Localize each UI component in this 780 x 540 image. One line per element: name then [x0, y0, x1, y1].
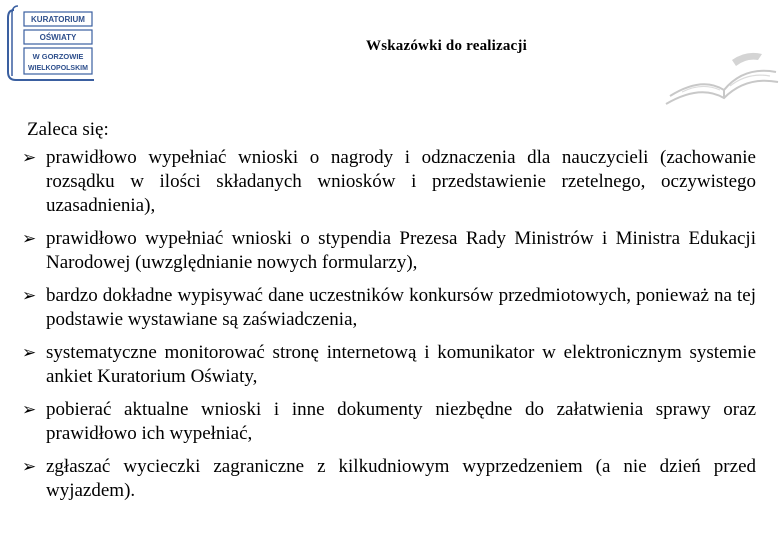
- list-item: [22, 284, 756, 332]
- arrow-bullet-icon: ➢: [22, 229, 37, 249]
- logo-line-3: W GORZOWIE: [32, 52, 84, 61]
- intro-heading: Zaleca się:: [27, 119, 109, 140]
- open-book-icon: [662, 46, 780, 118]
- logo-line-2: OŚWIATY: [39, 33, 77, 42]
- arrow-bullet-icon: ➢: [22, 457, 37, 477]
- list-item-text: prawidłowo wypełniać wnioski o stypendia Prezesa Rady Ministrów i Ministra Edukacji Narodowej (uwzględnianie nowych formularzy),: [46, 228, 756, 273]
- logo-line-1: KURATORIUM: [31, 15, 85, 24]
- list-item: [22, 398, 756, 446]
- list-item: [22, 455, 756, 503]
- recommendation-list: [22, 146, 756, 503]
- list-item-text: prawidłowo wypełniać wnioski o nagrody i odznaczenia dla nauczycieli (zachowanie rozsądku w ilości składanych wniosków i przedstawienie rzetelnego, oczywistego uzasadnienia),: [46, 147, 756, 216]
- list-item-text: pobierać aktualne wnioski i inne dokumenty niezbędne do załatwienia sprawy oraz prawidłowo ich wypełniać,: [46, 399, 756, 444]
- list-item-text: systematyczne monitorować stronę internetową i komunikator w elektronicznym systemie ankiet Kuratorium Oświaty,: [46, 342, 756, 387]
- page-title: Wskazówki do realizacji: [366, 38, 527, 54]
- list-item-text: bardzo dokładne wypisywać dane uczestników konkursów przedmiotowych, ponieważ na tej podstawie wystawiane są zaświadczenia,: [46, 285, 756, 330]
- list-item: [22, 227, 756, 275]
- arrow-bullet-icon: ➢: [22, 400, 37, 420]
- arrow-bullet-icon: ➢: [22, 343, 37, 363]
- arrow-bullet-icon: ➢: [22, 286, 37, 306]
- arrow-bullet-icon: ➢: [22, 148, 37, 168]
- content: [22, 118, 756, 512]
- list-item: [22, 146, 756, 218]
- logo-line-4: WIELKOPOLSKIM: [28, 65, 88, 72]
- kuratorium-logo: [4, 4, 100, 86]
- list-item-text: zgłaszać wycieczki zagraniczne z kilkudniowym wyprzedzeniem (a nie dzień przed wyjazdem).: [46, 456, 756, 501]
- list-item: [22, 341, 756, 389]
